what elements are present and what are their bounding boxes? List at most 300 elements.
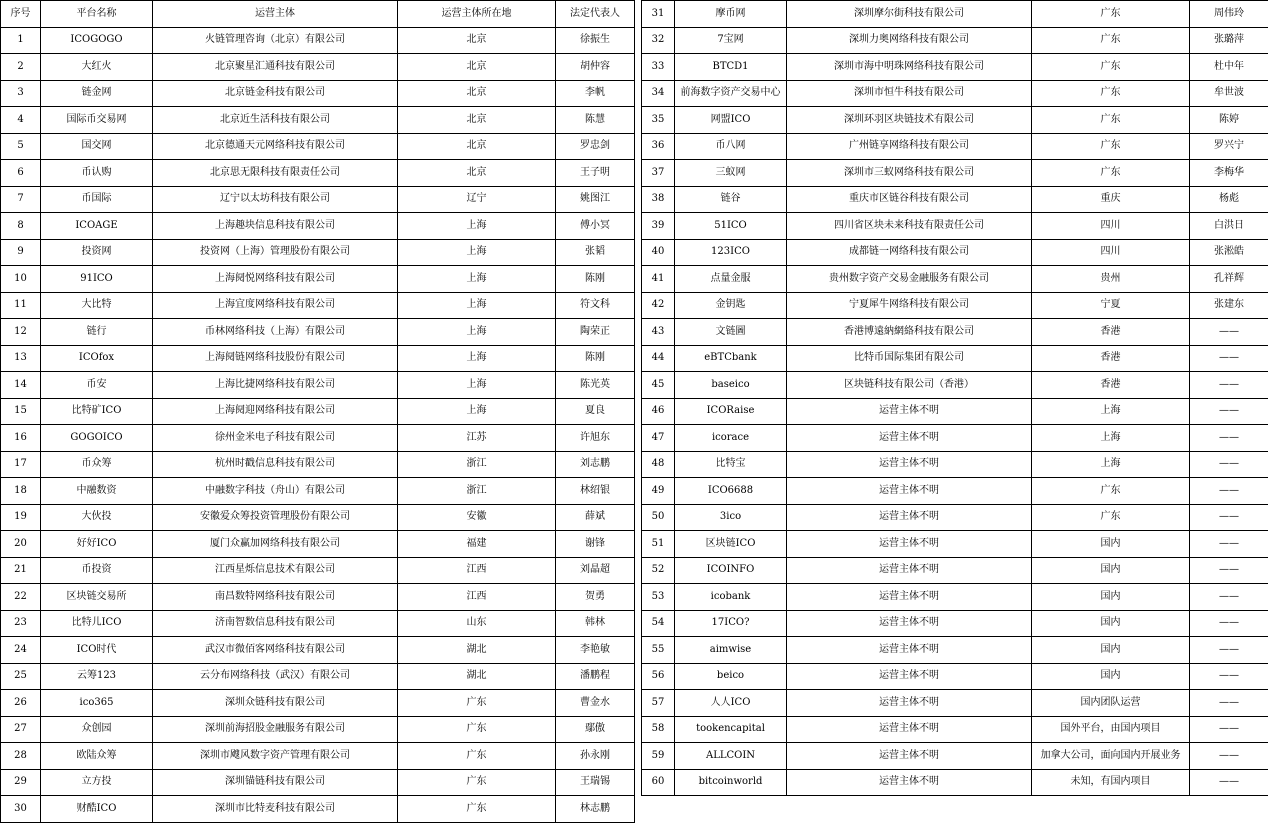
cell-platform: 比特儿ICO bbox=[41, 610, 153, 637]
cell-location: 湖北 bbox=[398, 663, 556, 690]
cell-no: 52 bbox=[642, 557, 675, 584]
cell-entity: 杭州时戳信息科技有限公司 bbox=[153, 451, 398, 478]
cell-entity: 深圳众链科技有限公司 bbox=[153, 690, 398, 717]
cell-legal-rep: —— bbox=[1190, 769, 1268, 796]
cell-entity: 中融数字科技（舟山）有限公司 bbox=[153, 478, 398, 505]
table-row bbox=[642, 743, 1268, 770]
cell-platform: 财酷ICO bbox=[41, 796, 153, 823]
cell-platform: 币认购 bbox=[41, 160, 153, 187]
table-row bbox=[1, 478, 635, 505]
cell-legal-rep: 林志鹏 bbox=[556, 796, 635, 823]
cell-legal-rep: 谢锋 bbox=[556, 531, 635, 558]
cell-entity: 徐州金米电子科技有限公司 bbox=[153, 425, 398, 452]
cell-entity: 上海宜度网络科技有限公司 bbox=[153, 292, 398, 319]
cell-location: 上海 bbox=[398, 213, 556, 240]
cell-platform: 7宝网 bbox=[675, 27, 787, 54]
cell-legal-rep: 王瑞锡 bbox=[556, 769, 635, 796]
cell-platform: GOGOICO bbox=[41, 425, 153, 452]
header-no: 序号 bbox=[1, 1, 41, 28]
cell-no: 6 bbox=[1, 160, 41, 187]
cell-platform: ICO6688 bbox=[675, 478, 787, 505]
cell-legal-rep: 张韬 bbox=[556, 239, 635, 266]
cell-legal-rep: 许旭东 bbox=[556, 425, 635, 452]
cell-legal-rep: —— bbox=[1190, 398, 1268, 425]
cell-no: 49 bbox=[642, 478, 675, 505]
cell-location: 宁夏 bbox=[1032, 292, 1190, 319]
cell-platform: 三蚁网 bbox=[675, 160, 787, 187]
cell-platform: 17ICO? bbox=[675, 610, 787, 637]
cell-location: 香港 bbox=[1032, 319, 1190, 346]
cell-entity: 运营主体不明 bbox=[787, 504, 1032, 531]
cell-no: 1 bbox=[1, 27, 41, 54]
cell-location: 国内 bbox=[1032, 663, 1190, 690]
cell-location: 四川 bbox=[1032, 239, 1190, 266]
cell-platform: eBTCbank bbox=[675, 345, 787, 372]
table-row bbox=[642, 345, 1268, 372]
cell-legal-rep: 胡仲容 bbox=[556, 54, 635, 81]
header-platform: 平台名称 bbox=[41, 1, 153, 28]
cell-entity: 运营主体不明 bbox=[787, 716, 1032, 743]
cell-legal-rep: 傅小冥 bbox=[556, 213, 635, 240]
cell-platform: 比特矿ICO bbox=[41, 398, 153, 425]
cell-entity: 贵州数字资产交易金融服务有限公司 bbox=[787, 266, 1032, 293]
cell-platform: 金钥匙 bbox=[675, 292, 787, 319]
cell-entity: 北京链金科技有限公司 bbox=[153, 80, 398, 107]
cell-platform: 币投资 bbox=[41, 557, 153, 584]
cell-no: 51 bbox=[642, 531, 675, 558]
cell-entity: 深圳市飕风数字资产管理有限公司 bbox=[153, 743, 398, 770]
table-row bbox=[1, 796, 635, 823]
cell-legal-rep: 薛斌 bbox=[556, 504, 635, 531]
cell-legal-rep: 白洪日 bbox=[1190, 213, 1268, 240]
cell-legal-rep: 杨彪 bbox=[1190, 186, 1268, 213]
table-row bbox=[1, 345, 635, 372]
cell-platform: 比特宝 bbox=[675, 451, 787, 478]
cell-entity: 深圳锚链科技有限公司 bbox=[153, 769, 398, 796]
table-row bbox=[1, 80, 635, 107]
cell-entity: 深圳摩尔街科技有限公司 bbox=[787, 1, 1032, 28]
cell-legal-rep: 陈刚 bbox=[556, 345, 635, 372]
cell-location: 广东 bbox=[398, 743, 556, 770]
cell-platform: 中融数资 bbox=[41, 478, 153, 505]
cell-entity: 上海趣块信息科技有限公司 bbox=[153, 213, 398, 240]
cell-location: 安徽 bbox=[398, 504, 556, 531]
cell-location: 重庆 bbox=[1032, 186, 1190, 213]
table-row bbox=[1, 372, 635, 399]
cell-legal-rep: —— bbox=[1190, 504, 1268, 531]
cell-entity: 币林网络科技（上海）有限公司 bbox=[153, 319, 398, 346]
table-row bbox=[1, 186, 635, 213]
cell-platform: 众创园 bbox=[41, 716, 153, 743]
cell-no: 29 bbox=[1, 769, 41, 796]
table-row bbox=[1, 584, 635, 611]
cell-location: 加拿大公司，面向国内开展业务 bbox=[1032, 743, 1190, 770]
cell-no: 4 bbox=[1, 107, 41, 134]
cell-no: 58 bbox=[642, 716, 675, 743]
table-row bbox=[1, 769, 635, 796]
cell-legal-rep: 刘志鹏 bbox=[556, 451, 635, 478]
header-entity: 运营主体 bbox=[153, 1, 398, 28]
table-row bbox=[642, 1, 1268, 28]
cell-legal-rep: 韩林 bbox=[556, 610, 635, 637]
table-row bbox=[1, 213, 635, 240]
table-row bbox=[642, 690, 1268, 717]
cell-no: 7 bbox=[1, 186, 41, 213]
header-legal-rep: 法定代表人 bbox=[556, 1, 635, 28]
cell-no: 14 bbox=[1, 372, 41, 399]
cell-no: 45 bbox=[642, 372, 675, 399]
cell-entity: 深圳力奥网络科技有限公司 bbox=[787, 27, 1032, 54]
cell-legal-rep: —— bbox=[1190, 716, 1268, 743]
table-row bbox=[642, 610, 1268, 637]
cell-entity: 运营主体不明 bbox=[787, 663, 1032, 690]
cell-platform: 国交网 bbox=[41, 133, 153, 160]
cell-location: 江苏 bbox=[398, 425, 556, 452]
cell-legal-rep: 孔祥辉 bbox=[1190, 266, 1268, 293]
cell-platform: 51ICO bbox=[675, 213, 787, 240]
cell-no: 33 bbox=[642, 54, 675, 81]
cell-legal-rep: 陈婷 bbox=[1190, 107, 1268, 134]
cell-entity: 北京聚星汇通科技有限公司 bbox=[153, 54, 398, 81]
cell-entity: 重庆市区链谷科技有限公司 bbox=[787, 186, 1032, 213]
table-row bbox=[1, 690, 635, 717]
cell-entity: 运营主体不明 bbox=[787, 398, 1032, 425]
table-row bbox=[642, 557, 1268, 584]
table-row bbox=[642, 451, 1268, 478]
cell-entity: 区块链科技有限公司（香港） bbox=[787, 372, 1032, 399]
cell-no: 42 bbox=[642, 292, 675, 319]
cell-no: 59 bbox=[642, 743, 675, 770]
cell-location: 国内 bbox=[1032, 610, 1190, 637]
cell-legal-rep: —— bbox=[1190, 451, 1268, 478]
cell-platform: ico365 bbox=[41, 690, 153, 717]
cell-location: 广东 bbox=[1032, 478, 1190, 505]
cell-location: 广东 bbox=[1032, 1, 1190, 28]
cell-legal-rep: 陈刚 bbox=[556, 266, 635, 293]
cell-legal-rep: 鄢傲 bbox=[556, 716, 635, 743]
cell-location: 湖北 bbox=[398, 637, 556, 664]
cell-legal-rep: 陶荣正 bbox=[556, 319, 635, 346]
cell-entity: 深圳市海中明珠网络科技有限公司 bbox=[787, 54, 1032, 81]
cell-legal-rep: 李艳敏 bbox=[556, 637, 635, 664]
cell-entity: 投资网（上海）管理股份有限公司 bbox=[153, 239, 398, 266]
cell-platform: baseico bbox=[675, 372, 787, 399]
table-row bbox=[642, 637, 1268, 664]
cell-entity: 南昌数特网络科技有限公司 bbox=[153, 584, 398, 611]
cell-entity: 成都链一网络科技有限公司 bbox=[787, 239, 1032, 266]
cell-entity: 上海阋迎网络科技有限公司 bbox=[153, 398, 398, 425]
cell-legal-rep: 符文科 bbox=[556, 292, 635, 319]
table-row bbox=[1, 716, 635, 743]
cell-entity: 香港博遠納網絡科技有限公司 bbox=[787, 319, 1032, 346]
cell-location: 上海 bbox=[398, 266, 556, 293]
cell-entity: 运营主体不明 bbox=[787, 531, 1032, 558]
table-row bbox=[642, 716, 1268, 743]
cell-location: 上海 bbox=[398, 345, 556, 372]
cell-entity: 运营主体不明 bbox=[787, 478, 1032, 505]
cell-entity: 运营主体不明 bbox=[787, 690, 1032, 717]
cell-location: 上海 bbox=[398, 372, 556, 399]
cell-location: 广东 bbox=[1032, 504, 1190, 531]
registry-table-right bbox=[641, 0, 1268, 796]
cell-no: 35 bbox=[642, 107, 675, 134]
cell-legal-rep: 李梅华 bbox=[1190, 160, 1268, 187]
cell-legal-rep: 杜中年 bbox=[1190, 54, 1268, 81]
cell-location: 上海 bbox=[398, 398, 556, 425]
cell-entity: 运营主体不明 bbox=[787, 637, 1032, 664]
cell-legal-rep: —— bbox=[1190, 478, 1268, 505]
cell-platform: aimwise bbox=[675, 637, 787, 664]
cell-platform: ICORaise bbox=[675, 398, 787, 425]
cell-platform: 点量金服 bbox=[675, 266, 787, 293]
table-row bbox=[642, 107, 1268, 134]
cell-no: 15 bbox=[1, 398, 41, 425]
table-row bbox=[642, 319, 1268, 346]
cell-legal-rep: 刘晶超 bbox=[556, 557, 635, 584]
table-row bbox=[642, 186, 1268, 213]
cell-location: 广东 bbox=[398, 716, 556, 743]
cell-no: 30 bbox=[1, 796, 41, 823]
cell-platform: 摩币网 bbox=[675, 1, 787, 28]
table-row bbox=[642, 239, 1268, 266]
cell-location: 江西 bbox=[398, 557, 556, 584]
header-location: 运营主体所在地 bbox=[398, 1, 556, 28]
cell-entity: 江西星烁信息技术有限公司 bbox=[153, 557, 398, 584]
cell-legal-rep: —— bbox=[1190, 425, 1268, 452]
cell-location: 北京 bbox=[398, 107, 556, 134]
table-row bbox=[1, 107, 635, 134]
cell-no: 46 bbox=[642, 398, 675, 425]
table-row bbox=[642, 266, 1268, 293]
cell-no: 13 bbox=[1, 345, 41, 372]
table-row bbox=[1, 292, 635, 319]
cell-no: 55 bbox=[642, 637, 675, 664]
table-row bbox=[642, 663, 1268, 690]
cell-no: 2 bbox=[1, 54, 41, 81]
cell-location: 广东 bbox=[1032, 27, 1190, 54]
cell-platform: ALLCOIN bbox=[675, 743, 787, 770]
cell-legal-rep: 陈光英 bbox=[556, 372, 635, 399]
cell-legal-rep: 姚图江 bbox=[556, 186, 635, 213]
table-row bbox=[1, 398, 635, 425]
cell-platform: 国际币交易网 bbox=[41, 107, 153, 134]
cell-location: 香港 bbox=[1032, 345, 1190, 372]
table-row bbox=[642, 478, 1268, 505]
cell-no: 21 bbox=[1, 557, 41, 584]
table-row bbox=[1, 319, 635, 346]
table-row bbox=[1, 266, 635, 293]
cell-entity: 比特币国际集团有限公司 bbox=[787, 345, 1032, 372]
cell-entity: 运营主体不明 bbox=[787, 743, 1032, 770]
cell-platform: BTCD1 bbox=[675, 54, 787, 81]
cell-location: 广东 bbox=[398, 690, 556, 717]
cell-no: 27 bbox=[1, 716, 41, 743]
cell-legal-rep: —— bbox=[1190, 345, 1268, 372]
cell-entity: 运营主体不明 bbox=[787, 425, 1032, 452]
cell-location: 北京 bbox=[398, 80, 556, 107]
header-row bbox=[1, 1, 635, 28]
cell-no: 16 bbox=[1, 425, 41, 452]
table-row bbox=[642, 54, 1268, 81]
cell-no: 20 bbox=[1, 531, 41, 558]
cell-location: 未知，有国内项目 bbox=[1032, 769, 1190, 796]
cell-no: 44 bbox=[642, 345, 675, 372]
table-row bbox=[642, 504, 1268, 531]
cell-platform: ICOfox bbox=[41, 345, 153, 372]
cell-no: 38 bbox=[642, 186, 675, 213]
cell-legal-rep: 罗兴宁 bbox=[1190, 133, 1268, 160]
cell-platform: 链谷 bbox=[675, 186, 787, 213]
table-row bbox=[1, 504, 635, 531]
cell-platform: 币众筹 bbox=[41, 451, 153, 478]
table-row bbox=[1, 637, 635, 664]
cell-legal-rep: —— bbox=[1190, 690, 1268, 717]
cell-entity: 北京德通天元网络科技有限公司 bbox=[153, 133, 398, 160]
cell-location: 国内团队运营 bbox=[1032, 690, 1190, 717]
cell-legal-rep: —— bbox=[1190, 637, 1268, 664]
cell-platform: 大红火 bbox=[41, 54, 153, 81]
cell-legal-rep: 周伟玲 bbox=[1190, 1, 1268, 28]
cell-no: 5 bbox=[1, 133, 41, 160]
cell-entity: 广州链享网络科技有限公司 bbox=[787, 133, 1032, 160]
cell-location: 香港 bbox=[1032, 372, 1190, 399]
cell-no: 23 bbox=[1, 610, 41, 637]
cell-platform: 网盟ICO bbox=[675, 107, 787, 134]
cell-location: 福建 bbox=[398, 531, 556, 558]
cell-entity: 济南智数信息科技有限公司 bbox=[153, 610, 398, 637]
cell-no: 48 bbox=[642, 451, 675, 478]
table-row bbox=[642, 372, 1268, 399]
cell-no: 28 bbox=[1, 743, 41, 770]
cell-legal-rep: 张璐萍 bbox=[1190, 27, 1268, 54]
cell-platform: beico bbox=[675, 663, 787, 690]
cell-platform: 大伙投 bbox=[41, 504, 153, 531]
cell-no: 32 bbox=[642, 27, 675, 54]
cell-legal-rep: 夏良 bbox=[556, 398, 635, 425]
cell-platform: ICOAGE bbox=[41, 213, 153, 240]
cell-no: 36 bbox=[642, 133, 675, 160]
cell-platform: tookencapital bbox=[675, 716, 787, 743]
cell-location: 北京 bbox=[398, 54, 556, 81]
cell-platform: 前海数字资产交易中心 bbox=[675, 80, 787, 107]
cell-platform: 123ICO bbox=[675, 239, 787, 266]
table-row bbox=[642, 80, 1268, 107]
cell-no: 56 bbox=[642, 663, 675, 690]
cell-platform: ICOINFO bbox=[675, 557, 787, 584]
table-row bbox=[1, 451, 635, 478]
cell-no: 17 bbox=[1, 451, 41, 478]
cell-location: 北京 bbox=[398, 133, 556, 160]
cell-platform: 人人ICO bbox=[675, 690, 787, 717]
cell-no: 43 bbox=[642, 319, 675, 346]
cell-legal-rep: 罗忠剑 bbox=[556, 133, 635, 160]
cell-no: 40 bbox=[642, 239, 675, 266]
cell-no: 53 bbox=[642, 584, 675, 611]
table-row bbox=[1, 27, 635, 54]
cell-entity: 运营主体不明 bbox=[787, 451, 1032, 478]
cell-location: 浙江 bbox=[398, 478, 556, 505]
cell-location: 上海 bbox=[398, 292, 556, 319]
table-row bbox=[642, 531, 1268, 558]
cell-entity: 上海阋悦网络科技有限公司 bbox=[153, 266, 398, 293]
cell-no: 10 bbox=[1, 266, 41, 293]
cell-legal-rep: —— bbox=[1190, 743, 1268, 770]
cell-platform: 文链圖 bbox=[675, 319, 787, 346]
cell-legal-rep: —— bbox=[1190, 663, 1268, 690]
cell-legal-rep: 徐振生 bbox=[556, 27, 635, 54]
cell-no: 8 bbox=[1, 213, 41, 240]
cell-platform: icobank bbox=[675, 584, 787, 611]
cell-platform: 币安 bbox=[41, 372, 153, 399]
table-row bbox=[1, 531, 635, 558]
cell-entity: 火链管理咨询（北京）有限公司 bbox=[153, 27, 398, 54]
cell-entity: 运营主体不明 bbox=[787, 584, 1032, 611]
cell-legal-rep: 林绍银 bbox=[556, 478, 635, 505]
table-row bbox=[1, 663, 635, 690]
cell-platform: 欧陆众筹 bbox=[41, 743, 153, 770]
cell-location: 国内 bbox=[1032, 637, 1190, 664]
cell-location: 国内 bbox=[1032, 557, 1190, 584]
cell-legal-rep: 李帆 bbox=[556, 80, 635, 107]
cell-entity: 厦门众赢加网络科技有限公司 bbox=[153, 531, 398, 558]
cell-location: 上海 bbox=[398, 319, 556, 346]
cell-no: 18 bbox=[1, 478, 41, 505]
cell-entity: 北京思无限科技有限责任公司 bbox=[153, 160, 398, 187]
cell-platform: 币国际 bbox=[41, 186, 153, 213]
cell-no: 19 bbox=[1, 504, 41, 531]
table-row bbox=[1, 743, 635, 770]
cell-no: 11 bbox=[1, 292, 41, 319]
cell-platform: 区块链交易所 bbox=[41, 584, 153, 611]
cell-no: 47 bbox=[642, 425, 675, 452]
table-row bbox=[642, 213, 1268, 240]
table-row bbox=[1, 557, 635, 584]
cell-platform: bitcoinworld bbox=[675, 769, 787, 796]
cell-entity: 深圳市三蚁网络科技有限公司 bbox=[787, 160, 1032, 187]
cell-location: 北京 bbox=[398, 160, 556, 187]
cell-platform: 云筹123 bbox=[41, 663, 153, 690]
table-row bbox=[642, 133, 1268, 160]
cell-legal-rep: 牟世波 bbox=[1190, 80, 1268, 107]
table-row bbox=[1, 425, 635, 452]
cell-location: 广东 bbox=[1032, 160, 1190, 187]
cell-platform: ICOGOGO bbox=[41, 27, 153, 54]
table-row bbox=[1, 160, 635, 187]
table-row bbox=[642, 292, 1268, 319]
cell-entity: 北京近生活科技有限公司 bbox=[153, 107, 398, 134]
cell-no: 54 bbox=[642, 610, 675, 637]
cell-location: 北京 bbox=[398, 27, 556, 54]
cell-location: 广东 bbox=[398, 796, 556, 823]
cell-location: 浙江 bbox=[398, 451, 556, 478]
cell-no: 39 bbox=[642, 213, 675, 240]
cell-no: 41 bbox=[642, 266, 675, 293]
cell-entity: 深圳市恒牛科技有限公司 bbox=[787, 80, 1032, 107]
cell-no: 31 bbox=[642, 1, 675, 28]
cell-no: 37 bbox=[642, 160, 675, 187]
cell-platform: 链行 bbox=[41, 319, 153, 346]
cell-entity: 运营主体不明 bbox=[787, 557, 1032, 584]
cell-location: 上海 bbox=[1032, 398, 1190, 425]
cell-entity: 运营主体不明 bbox=[787, 769, 1032, 796]
cell-entity: 运营主体不明 bbox=[787, 610, 1032, 637]
cell-legal-rep: 孙永刚 bbox=[556, 743, 635, 770]
cell-no: 57 bbox=[642, 690, 675, 717]
cell-location: 四川 bbox=[1032, 213, 1190, 240]
cell-legal-rep: —— bbox=[1190, 584, 1268, 611]
cell-legal-rep: 张建东 bbox=[1190, 292, 1268, 319]
cell-platform: 链金网 bbox=[41, 80, 153, 107]
